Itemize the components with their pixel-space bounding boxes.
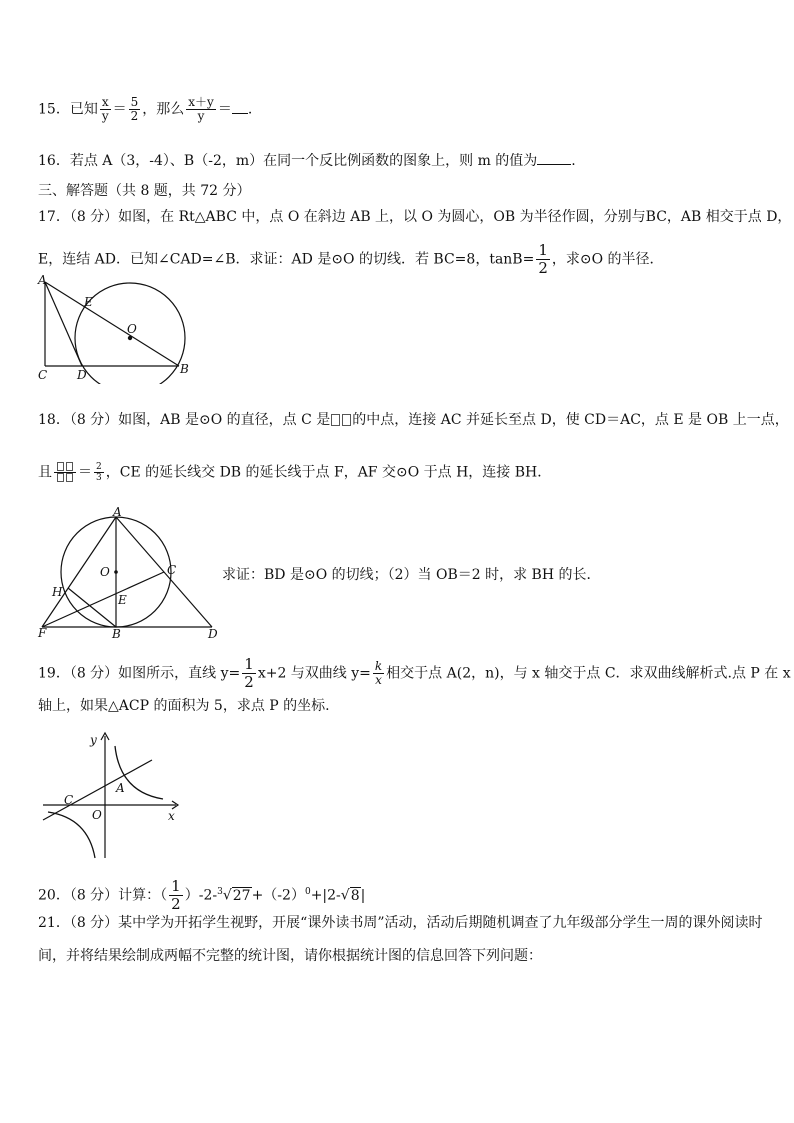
answer-blank: [232, 99, 248, 114]
question-21-line2: 间，并将结果绘制成两幅不完整的统计图，请你根据统计图的信息回答下列问题：: [38, 948, 542, 964]
radical-sign: √: [340, 887, 350, 904]
radicand-8: 8: [350, 887, 360, 904]
q19-figure: [40, 728, 190, 863]
q15-fraction-5-over-2: $\frac{5}{2}$: [130, 95, 139, 123]
segment-ab: [45, 282, 179, 366]
label-o: O: [100, 565, 110, 579]
question-19-line1: 19．（8 分）如图所示，直线 y= $\frac{1}{2}$ x+2 与双曲线 y= $\frac{k}{x}$ 相交于点 A(2，n)，与 x 轴交于点 C．求双曲线解析式.点 P 在 x: [38, 655, 791, 691]
label-b: B: [112, 627, 121, 640]
question-19-line2: 轴上，如果△ACP 的面积为 5，求点 P 的坐标.: [38, 698, 330, 714]
question-18-line2: 且 ＝ $\frac{2}{3}$ ，CE 的延长线交 DB 的延长线于点 F，AF 交⊙O 于点 H，连接 BH．: [38, 462, 552, 483]
label-e: E: [84, 295, 93, 309]
answer-blank: [537, 150, 571, 165]
center-o-dot: [114, 570, 118, 574]
label-d: D: [208, 627, 218, 640]
question-17-line2: E，连结 AD．已知∠CAD=∠B．求证：AD 是⊙O 的切线．若 BC=8，tanB= $\frac{1}{2}$ ，求⊙O 的半径．: [38, 241, 664, 277]
label-d: D: [77, 368, 87, 382]
q18-fraction-boxes: [54, 462, 76, 483]
radical-sign: √: [222, 887, 232, 904]
label-h: H: [52, 585, 63, 599]
question-17-line1: 17．（8 分）如图，在 Rt△ABC 中，点 O 在斜边 AB 上，以 O 为圆心，OB 为半径作圆，分别与BC，AB 相交于点 D，: [38, 209, 792, 225]
q17-fraction-1-over-2: $\frac{1}{2}$: [538, 241, 548, 277]
q19-fraction-1-over-2: $\frac{1}{2}$: [244, 655, 254, 691]
label-b: B: [180, 362, 189, 376]
label-c: C: [167, 563, 177, 577]
question-21-line1: 21．（8 分）某中学为开拓学生视野，开展“课外读书周”活动，活动后期随机调查了九年级部分学生一周的课外阅读时: [38, 915, 763, 931]
label-a: A: [116, 781, 125, 795]
center-o-dot: [128, 336, 132, 340]
label-y: y: [90, 733, 97, 747]
q15-fraction-sum-over-y: $\frac{x+y}{y}$: [188, 95, 214, 123]
hyperbola-branch-2: [48, 812, 95, 858]
missing-glyph-box: [57, 473, 64, 482]
label-x: x: [168, 809, 175, 823]
q20-fraction-1-over-2: $\frac{1}{2}$: [171, 877, 181, 913]
radicand-27: 27: [232, 887, 251, 904]
missing-glyph-box: [66, 462, 73, 471]
missing-glyph-box: [57, 462, 64, 471]
question-18-line1: 18．（8 分）如图，AB 是⊙O 的直径，点 C 是 的中点，连接 AC 并延长至点 D，使 CD＝AC，点 E 是 OB 上一点，: [38, 412, 789, 428]
label-e: E: [118, 593, 127, 607]
cube-root-index: 3: [217, 886, 223, 897]
section-heading: 三、解答题（共 8 题，共 72 分）: [38, 183, 251, 199]
missing-glyph-box: [66, 473, 73, 482]
label-f: F: [38, 626, 47, 640]
q15-fraction-x-over-y: $\frac{x}{y}$: [101, 95, 109, 123]
question-16: 16．若点 A（3，-4）、B（-2，m）在同一个反比例函数的图象上，则 m 的值为 .: [38, 150, 576, 171]
q17-figure: [34, 272, 204, 384]
question-20: 20．（8 分）计算：（ $\frac{1}{2}$ ）$-2-^3√27+(-2)^0+|2-√8|$: [38, 877, 366, 913]
label-o: O: [127, 322, 137, 336]
label-c: C: [64, 793, 74, 807]
q18-figure: [34, 506, 234, 640]
q18-side-text: 求证：BD 是⊙O 的切线；（2）当 OB＝2 时，求 BH 的长．: [222, 567, 601, 583]
label-c: C: [38, 368, 48, 382]
label-a: A: [113, 506, 122, 519]
label-o: O: [92, 808, 102, 822]
missing-glyph-box: [331, 414, 340, 426]
question-15: 15．已知 $\frac{x}{y}$ ＝ $\frac{5}{2}$ ，那么 $\frac{x+y}{y}$ ＝ .: [38, 95, 253, 123]
label-a: A: [38, 273, 47, 287]
q15-lead: 15．已知: [38, 101, 98, 118]
missing-glyph-box: [342, 414, 351, 426]
q19-fraction-k-over-x: $\frac{k}{x}$: [374, 659, 383, 687]
q18-fraction-2-over-3: $\frac{2}{3}$: [96, 462, 102, 483]
